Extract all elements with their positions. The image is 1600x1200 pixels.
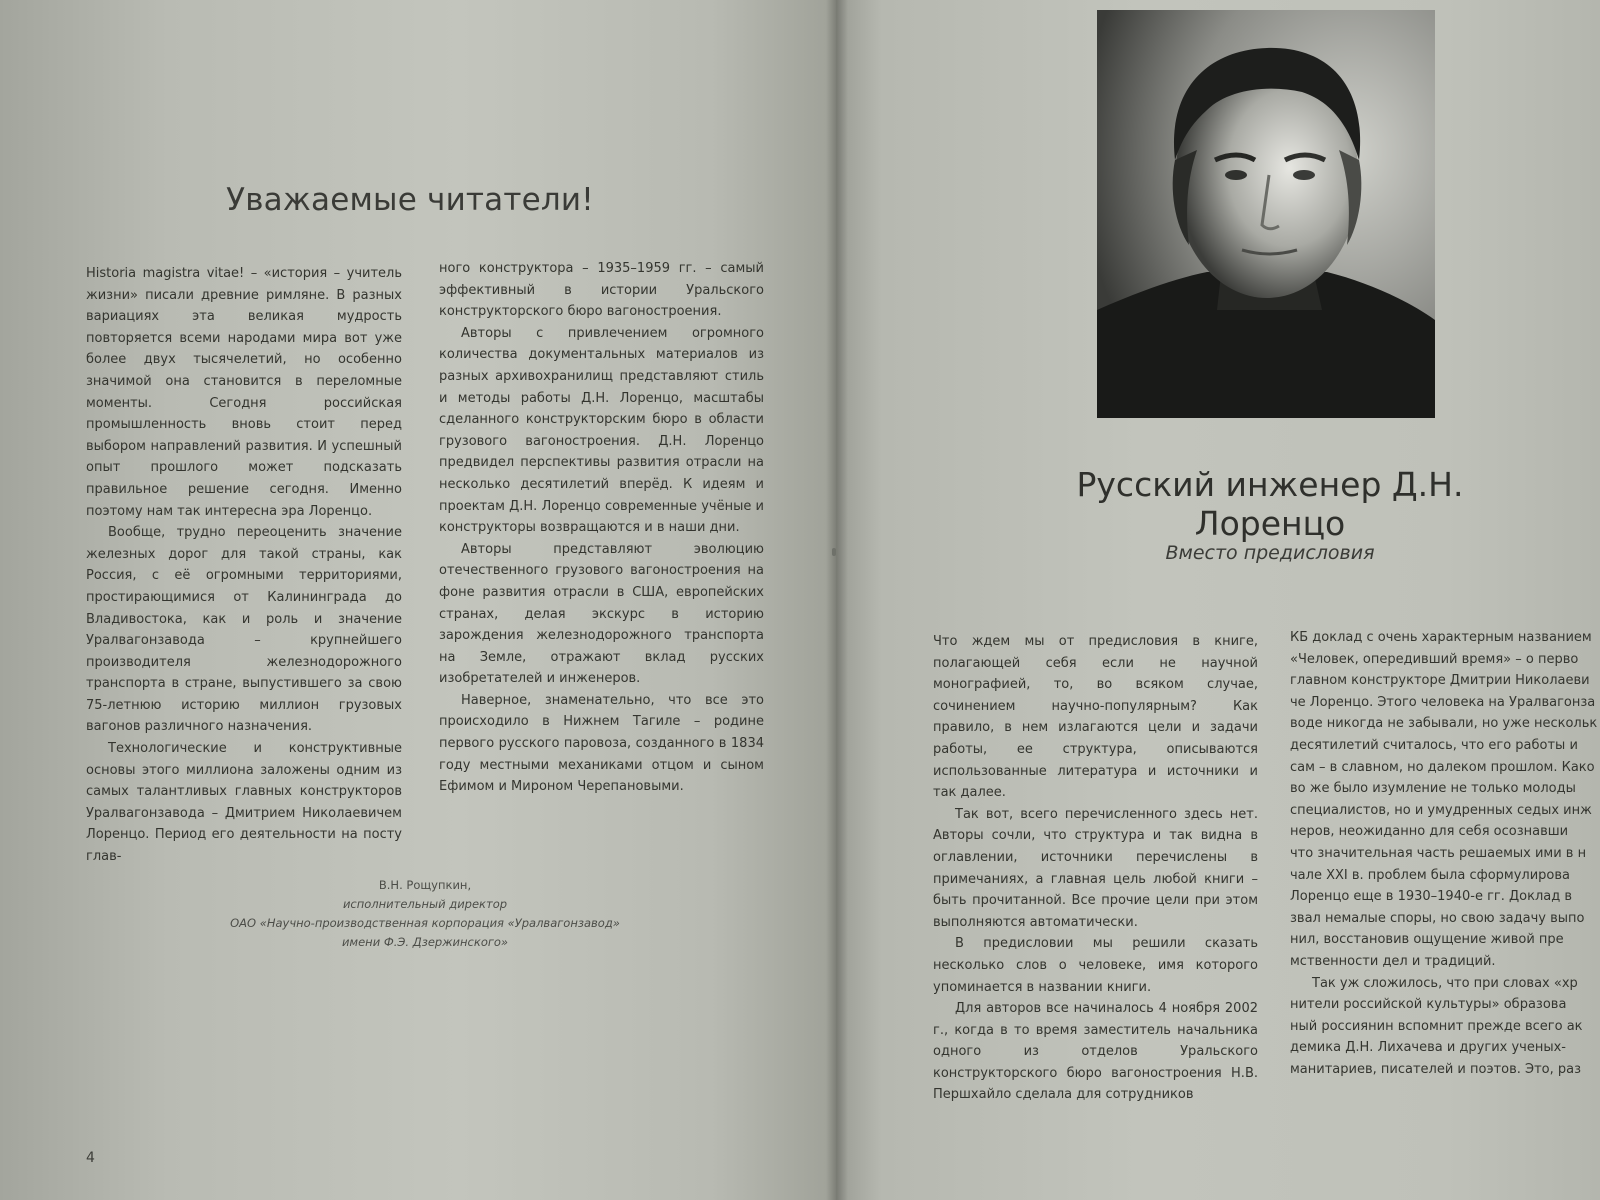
paragraph: Так вот, всего перечисленного здесь нет. Авторы сочли, что структура и так видна в оглавлении, источники перечислены в примечаниях, а главная цель любой книги – быть прочитанной. Все прочие цели при этом выполняются автоматически. [933, 806, 1258, 930]
paragraph: ного конструктора – 1935–1959 гг. – самый эффективный в истории Уральского конструкторского бюро вагоностроения. [439, 261, 764, 320]
signature-organization: ОАО «Научно-производственная корпорация «Уралвагонзавод» [230, 916, 620, 930]
text-line: чале XXI в. проблем была сформулирова [1290, 867, 1571, 883]
right-page-heading: Русский инженер Д.Н. Лоренцо [1076, 465, 1464, 543]
right-column-1 [933, 631, 1258, 1106]
left-column-2 [439, 258, 764, 798]
text-line: нил, восстановив ощущение живой пре [1290, 932, 1564, 948]
text-line: Так уж сложилось, что при словах «хр [1312, 975, 1578, 991]
paragraph: Для авторов все начиналось 4 ноября 2002 г., когда в то время заместитель начальника одного из отделов Уральского конструкторского бюро вагоностроения Н.В. Першхайло сделала для сотрудников [933, 1001, 1258, 1103]
text-line: демика Д.Н. Лихачева и других ученых- [1290, 1040, 1566, 1056]
signature-organization-line2: имени Ф.Э. Дзержинского» [341, 935, 509, 949]
right-column-2 [1290, 627, 1600, 1080]
right-page [836, 0, 1600, 1200]
text-line: звал немалые споры, но свою задачу выпо [1290, 910, 1585, 926]
text-line: десятилетий считалось, что его работы и [1290, 737, 1578, 753]
paragraph: Наверное, знаменательно, что все это происходило в Нижнем Тагиле – родине первого русского паровоза, созданного в 1834 году местными механиками отцом и сыном Ефимом и Мироном Черепановыми. [439, 692, 764, 795]
text-line: Лоренцо еще в 1930–1940-е гг. Доклад в [1290, 889, 1573, 905]
binding-mark [832, 548, 836, 556]
paragraph: Что ждем мы от предисловия в книге, полагающей себя если не научной монографией, то, во всяком случае, сочинением научно-популярным? Как правило, в нем излагаются цели и задачи работы, ее структура, описываются использованные литература и источники и так далее. [933, 634, 1258, 801]
text-line: во же было изумление не только молоды [1290, 781, 1576, 797]
signature-name: В.Н. Рощупкин, [378, 878, 472, 892]
text-line: мственности дел и традиций. [1290, 953, 1496, 969]
paragraph: Авторы с привлечением огромного количества документальных материалов из разных архивохранилищ представляют стиль и методы работы Д.Н. Лоренцо, масштабы сделанного конструкторским бюро в области грузового вагоностроения. Д.Н. Лоренцо предвидел перспективы развития отрасли на несколько десятилетий вперёд. К идеям и проектам Д.Н. Лоренцо современные учёные и конструкторы возвращаются и в наши дни. [439, 325, 764, 536]
portrait-image [1097, 10, 1435, 418]
text-line: сам – в славном, но далеком прошлом. Како [1290, 759, 1595, 775]
page-number: 4 [86, 1150, 95, 1166]
left-page-heading: Уважаемые читатели! [226, 182, 594, 218]
text-line: ный россиянин вспомнит прежде всего ак [1290, 1018, 1583, 1034]
left-column-1 [86, 263, 402, 868]
paragraph: Технологические и конструктивные основы этого миллиона заложены одним из самых талантливых главных конструкторов Уралвагонзавода – Дмитрием Николаевичем Лоренцо. Период его деятельности на посту глав- [86, 741, 402, 865]
portrait-photo [1097, 10, 1435, 418]
text-line: че Лоренцо. Этого человека на Уралвагонза [1290, 694, 1596, 710]
paragraph: Авторы представляют эволюцию отечественного грузового вагоностроения на фоне развития отрасли в США, европейских странах, делая экскурс в историю зарождения железнодорожного транспорта на Земле, отражают вклад русских изобретателей и инженеров. [439, 541, 764, 687]
right-page-subtitle: Вместо предисловия [1165, 542, 1375, 564]
text-line: воде никогда не забывали, но уже нескольк [1290, 716, 1598, 732]
signature-role: исполнительный директор [342, 897, 508, 911]
book-gutter [826, 0, 848, 1200]
text-line: неров, неожиданно для себя осознавши [1290, 824, 1569, 840]
text-line: главном конструкторе Дмитрии Николаеви [1290, 673, 1590, 689]
text-line: что значительная часть решаемых ими в н [1290, 845, 1587, 861]
text-line: «Человек, опередивший время» – о перво [1290, 651, 1579, 667]
text-line: специалистов, но и умудренных седых инж [1290, 802, 1592, 818]
paragraph: Вообще, трудно переоценить значение железных дорог для такой страны, как Россия, с её огромными территориями, простирающимися от Калининграда до Владивостока, как и роль и значение Уралвагонзавода – крупнейшего производителя железнодорожного транспорта в стране, выпустившего за свою 75-летнюю историю миллион грузовых вагонов различного назначения. [86, 525, 402, 735]
text-line: нители российской культуры» образова [1290, 997, 1567, 1013]
signature-block [220, 876, 630, 952]
text-line: КБ доклад с очень характерным названием [1290, 630, 1592, 645]
paragraph: В предисловии мы решили сказать несколько слов о человеке, имя которого упоминается в названии книги. [933, 936, 1258, 995]
paragraph: Historia magistra vitae! – «история – учитель жизни» писали древние римляне. В разных вариациях эта великая мудрость повторяется всеми народами мира вот уже более двух тысячелетий, но особенно значимой она становится в переломные моменты. Сегодня российская промышленность вновь стоит перед выбором направлений развития. И успешный опыт прошлого может подсказать правильное решение сегодня. Именно поэтому нам так интересна эра Лоренцо. [86, 266, 402, 519]
text-line: манитариев, писателей и поэтов. Это, раз [1290, 1061, 1582, 1077]
